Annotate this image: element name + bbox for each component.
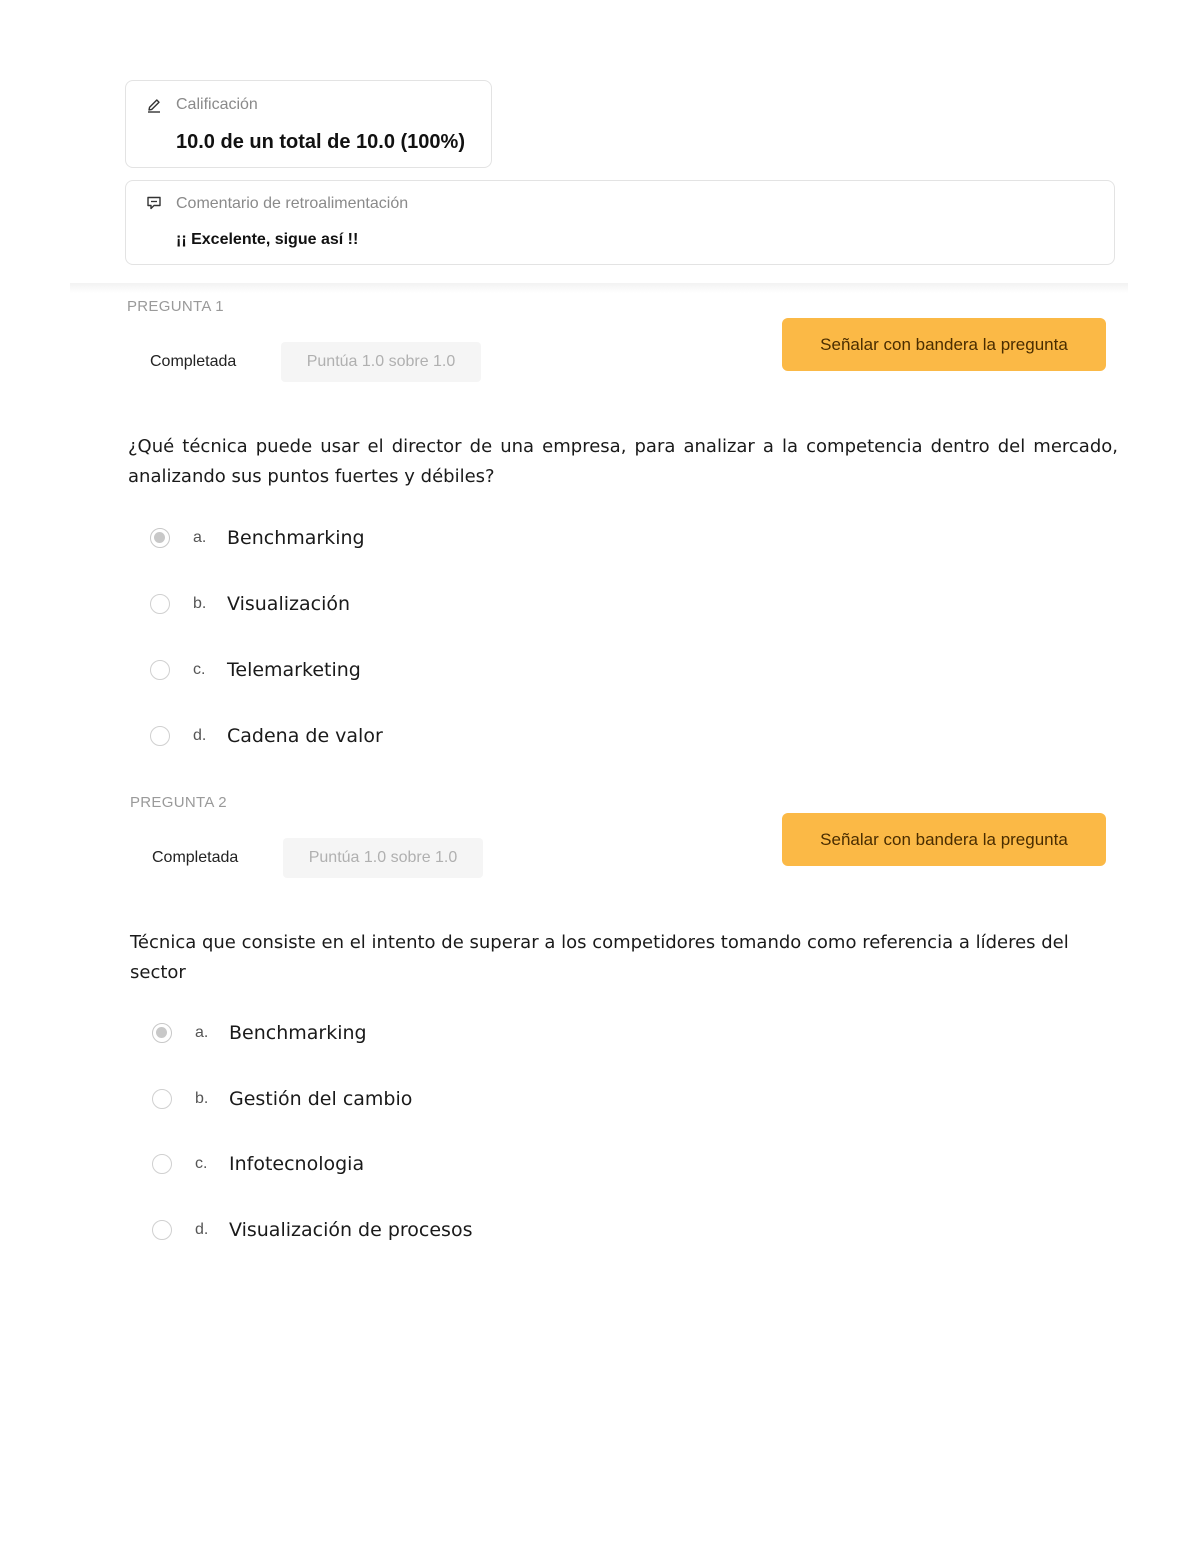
- answer-option[interactable]: [152, 1215, 472, 1245]
- option-letter: c.: [195, 1155, 208, 1172]
- option-text: Gestión del cambio: [229, 1088, 413, 1110]
- radio-button[interactable]: [152, 1154, 172, 1174]
- section-divider: [70, 283, 1128, 293]
- option-letter: d.: [193, 727, 207, 744]
- question-grade: Puntúa 1.0 sobre 1.0: [281, 342, 481, 382]
- question-grade: Puntúa 1.0 sobre 1.0: [283, 838, 483, 878]
- option-letter: b.: [193, 595, 207, 612]
- feedback-value: ¡¡ Excelente, sigue así !!: [176, 231, 359, 248]
- radio-button[interactable]: [150, 594, 170, 614]
- feedback-label: Comentario de retroalimentación: [176, 195, 409, 212]
- radio-button[interactable]: [152, 1220, 172, 1240]
- feedback-card: [125, 180, 1115, 265]
- option-text: Infotecnologia: [229, 1153, 365, 1175]
- answer-option[interactable]: [150, 655, 361, 685]
- option-text: Benchmarking: [227, 527, 365, 549]
- option-text: Visualización de procesos: [229, 1219, 473, 1241]
- pencil-icon: [146, 97, 162, 113]
- answer-option[interactable]: [150, 523, 365, 553]
- question-number: PREGUNTA 1: [127, 298, 224, 315]
- grade-label: Calificación: [176, 96, 258, 113]
- radio-button[interactable]: [150, 660, 170, 680]
- answer-option[interactable]: [152, 1149, 364, 1179]
- radio-button[interactable]: [150, 726, 170, 746]
- question-state: Completada: [152, 849, 239, 866]
- answer-option[interactable]: [152, 1018, 367, 1048]
- flag-question-button[interactable]: Señalar con bandera la pregunta: [782, 318, 1106, 371]
- radio-button[interactable]: [150, 528, 170, 548]
- answer-option[interactable]: [152, 1084, 412, 1114]
- answer-option[interactable]: [150, 589, 350, 619]
- option-letter: b.: [195, 1090, 209, 1107]
- option-letter: c.: [193, 661, 206, 678]
- option-letter: d.: [195, 1221, 209, 1238]
- comment-icon: [146, 195, 162, 211]
- question-number: PREGUNTA 2: [130, 794, 227, 811]
- question-text: ¿Qué técnica puede usar el director de una empresa, para analizar a la competencia dentro del mercado, analizando sus puntos fuertes y débiles?: [128, 436, 1118, 487]
- answer-option[interactable]: [150, 721, 383, 751]
- question-state: Completada: [150, 353, 237, 370]
- radio-button[interactable]: [152, 1023, 172, 1043]
- grade-value: 10.0 de un total de 10.0 (100%): [176, 131, 465, 153]
- option-letter: a.: [193, 529, 207, 546]
- question-text: Técnica que consiste en el intento de superar a los competidores tomando como referencia a líderes del sector: [130, 932, 1069, 983]
- radio-button[interactable]: [152, 1089, 172, 1109]
- option-text: Cadena de valor: [227, 725, 383, 747]
- option-letter: a.: [195, 1024, 209, 1041]
- option-text: Visualización: [227, 593, 351, 615]
- grade-card: [125, 80, 492, 168]
- option-text: Telemarketing: [227, 659, 361, 681]
- flag-question-button[interactable]: Señalar con bandera la pregunta: [782, 813, 1106, 866]
- option-text: Benchmarking: [229, 1022, 367, 1044]
